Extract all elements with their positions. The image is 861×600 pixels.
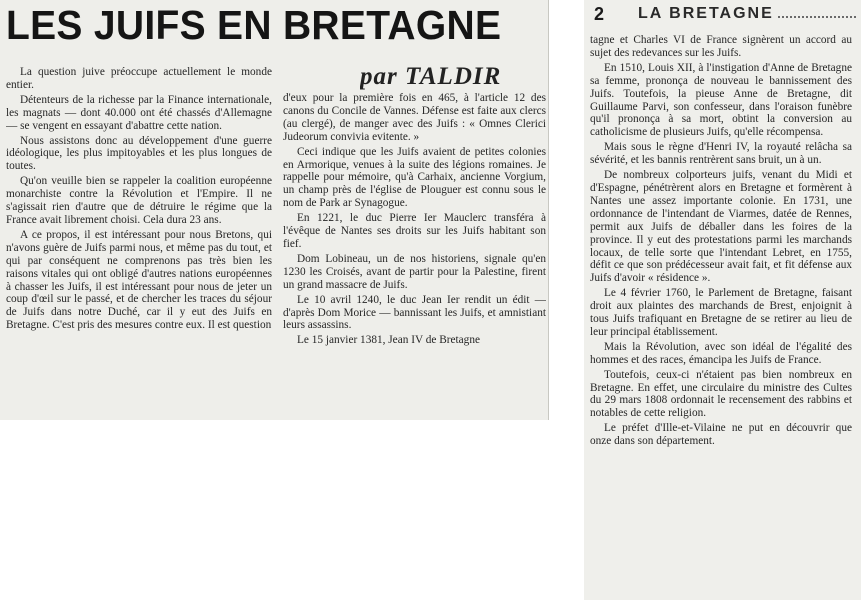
page-header bbox=[588, 2, 858, 28]
paragraph: Qu'on veuille bien se rappeler la coalition européenne monarchiste contre la Révolution et l'Empire. Il ne s'agissait rien d'autre que de détruire le régime que la France avait librement choisi. Cela dura 23 ans. bbox=[6, 175, 272, 226]
paragraph: Le 15 janvier 1381, Jean IV de Bretagne bbox=[297, 334, 480, 347]
paragraph: A ce propos, il est intéressant pour nous Bretons, qui n'avons guère de Juifs parmi nous, et même pas du tout, et qui par conséquent ne comprenons pas très bien les raisons vitales qui ont obligé d'autres nations européennes à chasser les Juifs, il est intéressant pour nous de jeter un coup d'œil sur le passé, et de chercher les traces du séjour de Juifs dans notre Duché, car il y eut des Juifs en Bretagne. C'est pris des mesures contre eux. Il est question bbox=[6, 228, 272, 332]
article-column-1 bbox=[6, 66, 272, 418]
paragraph: Le 10 avril 1240, le duc Jean Ier rendit un édit — d'après Dom Morice — bannissant les Juifs, et amnistiant leurs assassins. bbox=[283, 293, 546, 332]
paragraph: Nous assistons donc au développement d'une guerre idéologique, les plus impitoyables et les plus longues de toutes. bbox=[6, 134, 272, 173]
paragraph: tagne et Charles VI de France signèrent un accord au sujet des redevances sur les Juifs. bbox=[590, 34, 852, 59]
paragraph: Mais sous le règne d'Henri IV, la royauté relâcha sa sévérité, et les bannis rentrèrent sans bruit, un à un. bbox=[590, 141, 852, 167]
paragraph: En 1510, Louis XII, à l'instigation d'Anne de Bretagne sa femme, prononça de nouveau le bannissement des Juifs. Toutefois, la pieuse Anne de Bretagne, dit Guillaume Parvi, son confesseur, dans l'oraison funèbre qu'il prononça à sa mort, obtint la conversion au catholicisme de plusieurs Juifs, qu'elle récompensa. bbox=[590, 61, 852, 139]
byline: par TALDIR bbox=[360, 63, 502, 90]
header-rule bbox=[778, 16, 856, 18]
paragraph: Toutefois, ceux-ci n'étaient pas bien nombreux en Bretagne. En effet, une circulaire du ministre des Cultes du 29 mars 1808 ordonnait le recensement des rabbins et notables de cette religion. bbox=[590, 368, 852, 420]
article-column-2 bbox=[283, 92, 546, 418]
paragraph: Le 4 février 1760, le Parlement de Bretagne, faisant droit aux plaintes des marchands de Brest, enjoignit à tous Juifs trafiquant en Bretagne de se retirer au lieu de leur principal établissement. bbox=[590, 287, 852, 338]
paragraph: De nombreux colporteurs juifs, venant du Midi et d'Espagne, pénétrèrent alors en Bretagne et formèrent à Nantes une assez importante colonie. En 1731, une ordonnance de l'intendant de Viarmes, datée de Rennes, permit aux Juifs de déballer dans les foires de la province. Il y eut des protestations parmi les marchands locaux, de telle sorte que l'intendant Lebret, en 1755, défit ce que son prédécesseur avait fait, et fit défense aux Juifs d'avoir « résidence ». bbox=[590, 169, 852, 285]
paragraph: Dom Lobineau, un de nos historiens, signale qu'en 1230 les Croisés, avant de partir pour la Palestine, firent un grand massacre de Juifs. bbox=[283, 252, 546, 291]
paragraph: Détenteurs de la richesse par la Finance internationale, les magnats — dont 40.000 ont été chassés d'Allemagne — se vengent en essayant d'abattre cette nation. bbox=[6, 93, 272, 132]
paragraph: d'eux pour la première fois en 465, à l'article 12 des canons du Concile de Vannes. Défense est faite aux clercs (au clergé), de manger avec des Juifs : « Omnes Clerici Judeorum convivia evitente. » bbox=[283, 92, 546, 143]
paragraph: Ceci indique que les Juifs avaient de petites colonies en Armorique, venues à la suite des légions romaines. Je rappelle pour mémoire, qu'à Carhaix, ancienne Vorgium, un champ près de l'église de Plouguer est connu sous le nom de Park ar Synagogue. bbox=[283, 145, 546, 210]
paragraph: La question juive préoccupe actuellement le monde entier. bbox=[6, 66, 272, 91]
paragraph: Mais la Révolution, avec son idéal de l'égalité des hommes et des races, émancipa les Juifs de France. bbox=[590, 340, 852, 366]
paragraph: Le préfet d'Ille-et-Vilaine ne put en découvrir que onze dans son département. bbox=[590, 422, 852, 448]
article-column-3 bbox=[590, 34, 852, 594]
page-number: 2 bbox=[594, 4, 605, 24]
headline: LES JUIFS EN BRETAGNE bbox=[6, 3, 502, 49]
paragraph: En 1221, le duc Pierre Ier Mauclerc transféra à l'évêque de Nantes ses droits sur les Juifs habitant son fief. bbox=[283, 212, 546, 250]
page-name: LA BRETAGNE bbox=[638, 5, 774, 22]
